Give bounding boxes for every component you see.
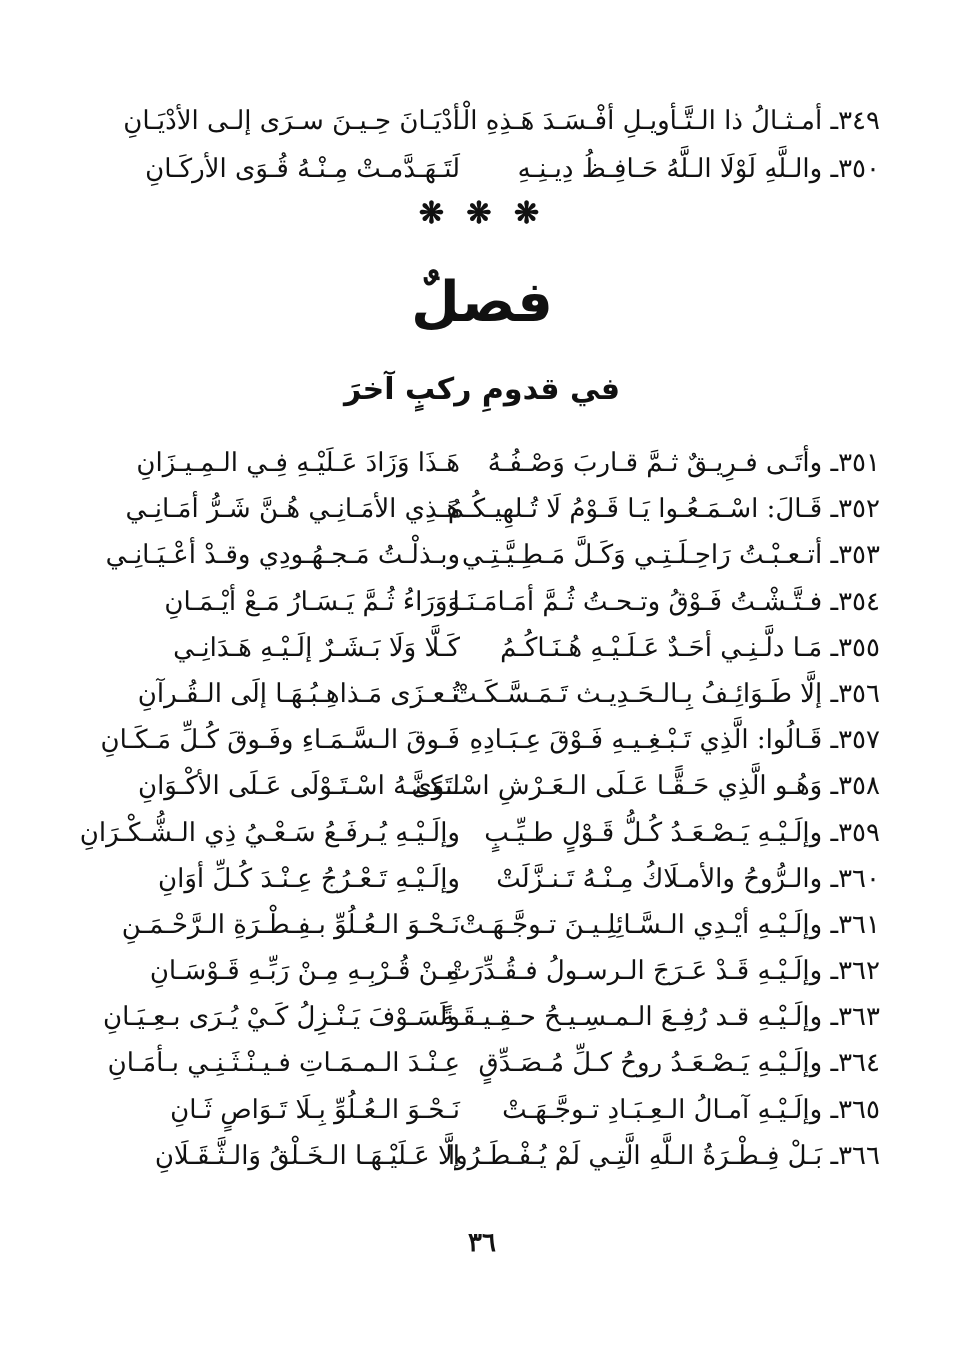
page-number: ٣٦ <box>468 1228 496 1258</box>
verse-second-hemistich: وإلَـيْـهِ تَـعْـرُجُ عِـنْـدَ كُـلِّ أوَانِ <box>158 863 460 894</box>
verse-first-hemistich: ٣٦٢ـ وإلَـيْـهِ قَـدْ عَـرَجَ الـرسـولُ فـقُـدِّرَتْ <box>446 956 880 987</box>
verse-line <box>80 440 880 486</box>
section-separator: ❋ ❋ ❋ <box>418 196 546 231</box>
verse-first-hemistich: ٣٤٩ـ أمـثـالُ ذا الـتَّـأويـلِ أفْـسَـدَ هَـذِهِ الْـ <box>454 106 880 136</box>
verse-line <box>80 98 880 146</box>
verse-line <box>80 625 880 671</box>
verse-first-hemistich: ٣٦٠ـ والـرُّوحُ والأمـلَاكُ مِـنْـهُ تَـنـزَّلَتْ <box>496 863 880 894</box>
section-heading: فصلٌ <box>411 270 553 335</box>
verse-first-hemistich: ٣٥٠ـ والـلَّهِ لَوْلَا الـلَّهُ حَـافِـظُ دِيـنِـهِ <box>517 154 880 184</box>
verse-first-hemistich: ٣٥٧ـ قَـالُوا: الَّذِي تَـبْـغِـيـهِ فَـوْقَ عِـبَـادِهِ <box>469 725 880 756</box>
main-verses <box>80 440 880 1179</box>
verse-line <box>80 579 880 625</box>
verse-second-hemistich: هَـذِي الأمَـانِـي هُـنَّ شَـرُّ أمَـانِـي <box>125 494 460 525</box>
verse-line <box>80 902 880 948</box>
verse-first-hemistich: ٣٥٥ـ مَـا دلَّـنِـي أحَـدٌ عَـلَـيْـهِ هُـنَـاكُـمُ <box>500 632 880 663</box>
verse-first-hemistich: ٣٥٢ـ قَـالَ: اسْـمَـعُـوا يَـا قَـوْمُ لَا تُـلهِيـكُـمُ <box>447 494 880 525</box>
verse-second-hemistich: أدْيَـانَ حِـيـنَ سـرَى إلـى الأدْيَـانِ <box>123 106 460 136</box>
verse-second-hemistich: ولَسَـوْفَ يَـنْـزِلُ كَـيْ يُـرَى بـعِـيَـانِ <box>103 1002 460 1033</box>
verse-line <box>80 763 880 809</box>
verse-line <box>80 146 880 194</box>
verse-second-hemistich: عِـنْـدَ الـمـمَـاتِ فـيـنْـثَـنِـي بـأمَـانِ <box>107 1048 460 1079</box>
verse-second-hemistich: لَتَـهَـدَّمـتْ مِـنْـهُ قُـوَى الأركَـانِ <box>145 154 460 184</box>
verse-second-hemistich: نَـحْـوَ الـعُـلُوِّ بِـلَا تَـوَاصٍ ثَـانِ <box>170 1094 460 1125</box>
verse-first-hemistich: ٣٦١ـ وإلَـيْـهِ أيْـدِي الـسَّـائِلِـيـنَ تـوجَّـهَـتْ <box>459 909 880 940</box>
verse-line <box>80 1133 880 1179</box>
verse-second-hemistich: مِـنْ قُـرْبِـهِ مِـنْ رَبِّـهِ قَـوْسَـانِ <box>149 956 460 987</box>
verse-second-hemistich: تُـعـزَى مَـذاهِـبُـهَـا إلَى الـقُـرآنِ <box>137 678 460 709</box>
verse-first-hemistich: ٣٦٦ـ بَـلْ فِـطْـرَةُ الـلَّهِ الَّتِـي لَمْ يُـفْـطَـرُوا <box>447 1140 880 1171</box>
verse-first-hemistich: ٣٥٣ـ أتـعـبْـتُ رَاحِـلَـتِـي وَكَـلَّ مَـطِـيَّـتِـي <box>462 540 880 571</box>
verse-line <box>80 1040 880 1086</box>
verse-first-hemistich: ٣٦٥ـ وإلَـيْـهِ آمـالُ الـعِـبَـادِ تـوجَّـهَـتْ <box>502 1094 880 1125</box>
verse-line <box>80 486 880 532</box>
verse-second-hemistich: وبـذلْـتُ مَـجـهُـودِي وقـدْ أعْـيَـانِـي <box>105 540 460 571</box>
verse-line <box>80 532 880 578</box>
verse-second-hemistich: لـكـنَّـهُ اسْـتَـوْلَى عَـلَى الأكْـوَانِ <box>137 771 460 802</box>
verse-first-hemistich: ٣٦٤ـ وإلَـيْـهِ يَـصْـعَـدُ روحُ كـلِّ مُـصَـدِّقٍ <box>478 1048 880 1079</box>
verse-second-hemistich: كَـلَّا وَلَا بَـشَـرٌ إلَـيْـهِ هَـدَانِـي <box>173 632 460 663</box>
verse-line <box>80 948 880 994</box>
verse-line <box>80 810 880 856</box>
verse-line <box>80 717 880 763</box>
verse-second-hemistich: إلَّا عَـلَيْـهَـا الـخَـلْقُ وَالـثَّـقَـلَانِ <box>154 1140 460 1171</box>
verse-second-hemistich: وَوَرَاءُ ثُـمَّ يَـسَـارُ مَـعْ أيْـمَـانِ <box>164 586 460 617</box>
verse-first-hemistich: ٣٥٤ـ فـتَّـشْـتُ فَـوْقُ وتـحـتُ ثُـمَّ أمَـامَـنَـا <box>452 586 880 617</box>
verse-first-hemistich: ٣٥٩ـ وإلَـيْـهِ يَـصْـعَـدُ كُـلُّ قَـوْلٍ طـيِّـبٍ <box>484 817 880 848</box>
verse-first-hemistich: ٣٦٣ـ وإلَـيْـهِ قـد رُفِـعَ الـمـسِـيـحُ حـقِـيـقَـةً <box>441 1002 880 1033</box>
verse-second-hemistich: وإلَـيْـهِ يُـرفَـعُ سَـعْـيُ ذِي الـشُّـكْـرَانِ <box>79 817 460 848</box>
verse-second-hemistich: فَـوقَ الـسَّـمَـاءِ وفَـوقَ كُـلِّ مَـكَـانِ <box>100 725 460 756</box>
verse-line <box>80 1087 880 1133</box>
verse-first-hemistich: ٣٥٨ـ وَهُـو الَّذِي حَـقًّـا عَـلَى الـعَـرْشِ اسْـتَوَى <box>411 771 880 802</box>
verse-second-hemistich: هَـذَا وَزَادَ عَـلَيْـهِ فِـي الـمِـيـزَانِ <box>136 448 460 478</box>
top-verses <box>80 98 880 194</box>
verse-second-hemistich: نَـحْـوَ الـعُـلُوِّ بـفِـطْـرَةِ الـرَّحْـمَـنِ <box>121 909 460 940</box>
section-subheading: في قدومِ ركبٍ آخرَ <box>344 372 620 407</box>
verse-first-hemistich: ٣٥٦ـ إلَّا طَـوَائِـفُ بِـالـحَـدِيـث تَـمَـسَّـكَـتْ <box>452 678 880 709</box>
verse-first-hemistich: ٣٥١ـ وأتَـى فـرِيـقٌ ثـمَّ قـاربَ وَصْـفُـهُ <box>487 448 880 478</box>
verse-line <box>80 671 880 717</box>
verse-line <box>80 994 880 1040</box>
verse-line <box>80 856 880 902</box>
